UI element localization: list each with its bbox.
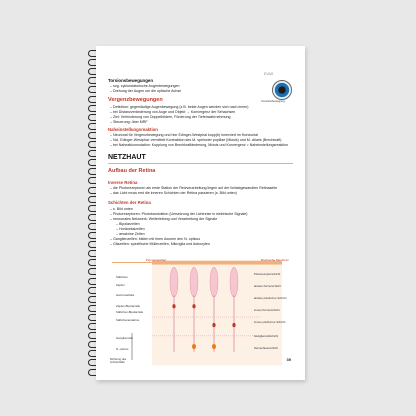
schichten-subitem: – amakrine Zellen (116, 232, 145, 236)
vergenz-item: – Steuerung: über MRF (110, 120, 148, 125)
netzhaut-subtitle: Aufbau der Retina (108, 168, 156, 174)
nahe-item: – Neuronal für Vergenzbewegung und hier Edinger-Westphal kopp(b) innerviert im Horizontal (110, 133, 258, 138)
notebook-page (96, 46, 305, 380)
section-title-nahe: Naheinstellungsreaktion (108, 127, 158, 132)
diagram-left-label: Stäbchen-Bipolarzelle (116, 310, 144, 314)
nucleus (232, 323, 235, 327)
section-title-vergenz: Vergenzbewegungen (108, 97, 163, 103)
divider (108, 163, 293, 164)
schichten-item: – s. Bild unten (110, 207, 133, 212)
diagram-top-right: Bruchsche Membran (261, 258, 289, 262)
vergenz-item: – bei Distanzveränderung von Auge und Objekt → Konvergenz der Sehachsen (110, 110, 235, 115)
schichten-item: – neuronales Netzwerk: Weiterleitung und Verarbeitung der Signale (110, 217, 217, 222)
rod-shape (190, 267, 198, 297)
cone-shape (210, 267, 218, 297)
nahe-item: – bei Naheakkomodation: Kopplung von Brechkraftänderung, Miosis und Konvergenz = Naheinstellungsreaktion (110, 143, 288, 148)
nahe-item: – Ncl. Edinger-Westphal: vermittelt Kontraktion des M. sphincter pupillae (Miosis) und M. ciliaris (Brechkraft) (110, 138, 282, 143)
vergenz-item: – Ziel: Verhinderung von Doppelbildern, Förderung der Tiefenwahrnehmung (110, 115, 230, 120)
nucleus (192, 304, 195, 308)
diagram-right-label: Photorezeptorschicht (254, 272, 281, 276)
torsion-item: – Drehung der Augen um die optische Achse (110, 89, 181, 94)
nucleus (172, 304, 175, 308)
rod-shape (170, 267, 178, 297)
schichten-subitem: – Bipolarzellen (116, 222, 140, 226)
page-number: 39 (286, 357, 291, 362)
ganglion-nucleus (212, 344, 216, 349)
diagram-left-label: Stäbchenamakrine (116, 318, 140, 322)
diagram-left-label: Ganglienzelle (116, 336, 133, 340)
diagram-left-label: Horizontalzelle (116, 293, 135, 297)
schichten-subitem: – Horizontalzellen (116, 227, 145, 231)
torsion-item: – sog. zyklorotatorische Augenbewegungen (110, 84, 180, 89)
section-title-torsion: Torsionsbewegungen (108, 78, 154, 83)
schichten-item: – Ganglienzellen: bilden mit ihren Axonen den N. opticus (110, 237, 200, 242)
schichten-item: – Photorezeptoren: Photokanduktion (Umsetzung der Lichtreize in elektrische Signale) (110, 212, 247, 217)
inverse-title: Inverse Retina (108, 180, 138, 185)
eye-icon (272, 80, 292, 100)
diagram-right-label: Nervenfaserschicht (254, 346, 278, 350)
eye-caption: Vorwärtsbewegung (261, 99, 285, 103)
inverse-item: – das Licht muss erst die inneren Schichten der Retina passieren (s. Bild unten) (110, 191, 237, 196)
diagram-right-label: Ganglienzellschicht (254, 334, 279, 338)
schichten-item: – Gliazellen: spezifische Müllerzellen, Mikroglia und Astrozyten (110, 242, 210, 247)
diagram-bottom-left: Richtung des Lichteinfalls (110, 357, 127, 365)
nucleus (212, 323, 215, 327)
header-label: EVAS (264, 72, 274, 76)
diagram-left-label: Zapfen (116, 283, 125, 287)
netzhaut-title: NETZHAUT (108, 154, 146, 161)
diagram-right-label: innere Körnerschicht (254, 308, 280, 312)
diagram-left-label: Zapfen-Bipolarzelle (116, 304, 141, 308)
page-content (96, 46, 305, 380)
diagram-top-left: Pigmentepithel (146, 258, 166, 262)
schichten-title: Schichten der Retina (108, 200, 151, 205)
diagram-left-label: Stäbchen (116, 275, 128, 279)
diagram-right-label: äußere Körnerschicht (254, 284, 281, 288)
diagram-right-label: äußere plexiforme Schicht (254, 296, 287, 300)
diagram-left-label: N. opticus (116, 347, 129, 351)
inverse-item: – die Photorezeptoren als erste Station der Reizverarbeitung liegen auf der lichtabgewandten Retinaseite (110, 186, 277, 191)
vergenz-item: – Definition: gegenläufige Augenbewegung (z.B. beide Augen wenden sich nach innen) (110, 105, 248, 110)
diagram-right-label: innere plexiforme Schicht (254, 320, 286, 324)
ganglion-nucleus (192, 344, 196, 349)
cone-shape (230, 267, 238, 297)
